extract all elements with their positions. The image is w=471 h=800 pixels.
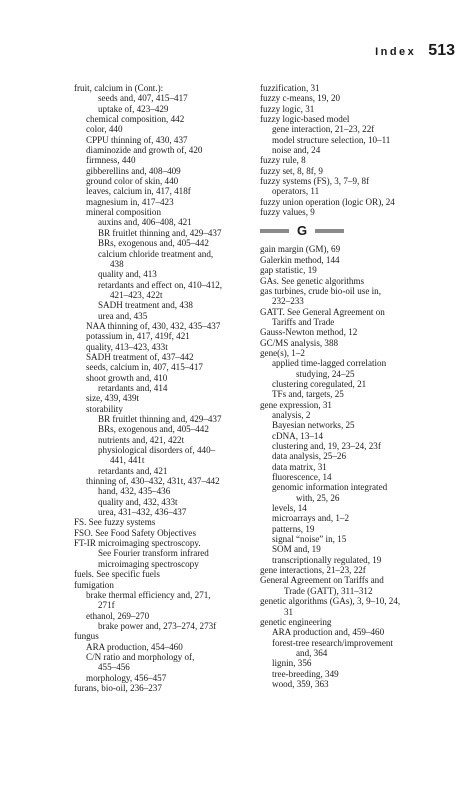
- index-entry: gas turbines, crude bio-oil use in,: [260, 285, 381, 296]
- index-entry: applied time-lagged correlation: [272, 358, 387, 369]
- index-entry: physiological disorders of, 440–: [98, 445, 216, 456]
- index-entry: FSO. See Food Safety Objectives: [74, 527, 196, 538]
- index-entry: quality, 413–423, 433t: [86, 341, 168, 352]
- index-entry: transcriptionally regulated, 19: [272, 554, 382, 565]
- section-heading-g: [260, 223, 460, 239]
- index-entry: gene expression, 31: [260, 399, 332, 410]
- index-entry: wood, 359, 363: [272, 678, 329, 689]
- index-entry: fuzzy systems (FS), 3, 7–9, 8f: [260, 176, 370, 187]
- index-entry: BR fruitlet thinning and, 429–437: [98, 414, 222, 424]
- index-entry: See Fourier transform infrared: [98, 548, 209, 559]
- index-entries-f-continued: [260, 83, 460, 217]
- index-entry: urea, 431–432, 436–437: [98, 507, 187, 518]
- index-entry: General Agreement on Tariffs and: [260, 575, 384, 586]
- index-column-right: [260, 83, 460, 689]
- index-entry: morphology, 456–457: [86, 672, 167, 683]
- index-entry: SADH treatment of, 437–442: [86, 351, 194, 362]
- index-entry: FS. See fuzzy systems: [74, 517, 156, 528]
- index-entry: signal “noise” in, 15: [272, 534, 347, 545]
- index-entry: BR fruitlet thinning and, 429–437: [98, 227, 222, 238]
- index-entry: fuels. See specific fuels: [74, 569, 160, 580]
- index-entry: fuzzy union operation (logic OR), 24: [260, 196, 395, 207]
- index-entry: Bayesian networks, 25: [272, 420, 355, 431]
- section-letter: G: [297, 223, 308, 239]
- index-entry: fuzzy set, 8, 8f, 9: [260, 165, 323, 176]
- index-entry: fungus: [74, 631, 99, 642]
- index-entry: uptake of, 423–429: [98, 103, 169, 114]
- running-header-label: Index: [375, 46, 417, 58]
- index-entry: C/N ratio and morphology of,: [86, 651, 195, 662]
- index-entry: NAA thinning of, 430, 432, 435–437: [86, 320, 221, 331]
- index-entry: 421–423, 422t: [110, 289, 163, 300]
- index-entry: fuzzy c-means, 19, 20: [260, 93, 341, 104]
- index-entry: fuzzy logic-based model: [260, 114, 350, 125]
- index-entry: data matrix, 31: [272, 461, 327, 472]
- index-entry: ground color of skin, 440: [86, 176, 179, 187]
- index-entry: potassium in, 417, 419f, 421: [86, 331, 190, 342]
- index-entry: SADH treatment and, 438: [98, 300, 193, 311]
- section-rule-left: [260, 229, 289, 233]
- index-entry: patterns, 19: [272, 523, 315, 534]
- index-entry: and, 364: [296, 647, 328, 658]
- index-entry: ARA production, 454–460: [86, 641, 183, 652]
- index-entry: levels, 14: [272, 503, 307, 514]
- index-entry: color, 440: [86, 124, 123, 135]
- index-entry: seeds, calcium in, 407, 415–417: [86, 362, 203, 373]
- index-entry: data analysis, 25–26: [272, 451, 346, 462]
- index-entry: genomic information integrated: [272, 482, 388, 493]
- index-entry: model structure selection, 10–11: [272, 134, 391, 145]
- index-entry: fluorescence, 14: [272, 472, 332, 483]
- index-entry: storability: [86, 403, 123, 414]
- index-entry: fuzzy values, 9: [260, 207, 315, 218]
- index-entry: Trade (GATT), 311–312: [284, 585, 373, 596]
- index-entry: retardants and, 414: [98, 382, 168, 393]
- index-entry: GC/MS analysis, 388: [260, 337, 339, 348]
- index-entry: gibberellins and, 408–409: [86, 165, 181, 176]
- index-entry: forest-tree research/improvement: [272, 637, 393, 648]
- index-entry: 232–233: [272, 296, 304, 307]
- index-entry: with, 25, 26: [296, 492, 340, 503]
- index-entry: nutrients and, 421, 422t: [98, 434, 185, 445]
- index-entry: 271f: [98, 600, 115, 611]
- index-entry: urea and, 435: [98, 310, 148, 321]
- index-entry: studying, 24–25: [296, 368, 355, 379]
- index-entry: CPPU thinning of, 430, 437: [86, 134, 188, 145]
- index-entry: GATT. See General Agreement on: [260, 306, 385, 317]
- index-column-left: [74, 83, 246, 693]
- index-entry: 438: [110, 258, 124, 269]
- index-entry: hand, 432, 435–436: [98, 486, 171, 497]
- index-entry: genetic algorithms (GAs), 3, 9–10, 24,: [260, 596, 401, 607]
- index-entry: diaminozide and growth of, 420: [86, 145, 203, 156]
- index-entry: BRs, exogenous and, 405–442: [98, 424, 209, 435]
- index-entry: brake thermal efficiency and, 271,: [86, 589, 211, 600]
- index-entry: Galerkin method, 144: [260, 254, 340, 265]
- index-entry: fumigation: [74, 579, 114, 590]
- index-entry: fuzzy logic, 31: [260, 103, 315, 114]
- section-rule-right: [315, 229, 344, 233]
- index-entry: furans, bio-oil, 236–237: [74, 682, 162, 693]
- index-entries-g: [260, 244, 460, 689]
- index-entry: calcium chloride treatment and,: [98, 248, 214, 259]
- index-entry: gap statistic, 19: [260, 265, 317, 276]
- index-entry: ethanol, 269–270: [86, 610, 150, 621]
- index-entry: firmness, 440: [86, 155, 136, 166]
- running-header: [375, 42, 455, 60]
- index-entry: retardants and effect on, 410–412,: [98, 279, 223, 290]
- index-entry: auxins and, 406–408, 421: [98, 217, 192, 228]
- index-entry: 31: [284, 606, 294, 617]
- index-entry: fruit, calcium in (Cont.):: [74, 83, 164, 93]
- index-entry: SOM and, 19: [272, 544, 321, 555]
- index-entry: TFs and, targets, 25: [272, 389, 344, 400]
- index-entry: ARA production and, 459–460: [272, 627, 385, 638]
- index-entry: quality and, 432, 433t: [98, 496, 178, 507]
- index-entry: GAs. See genetic algorithms: [260, 275, 365, 286]
- index-entry: mineral composition: [86, 207, 162, 218]
- index-entry: analysis, 2: [272, 409, 311, 420]
- index-entry: genetic engineering: [260, 616, 332, 627]
- index-entry: clustering coregulated, 21: [272, 378, 367, 389]
- index-entry: noise and, 24: [272, 145, 321, 156]
- index-entry: thinning of, 430–432, 431t, 437–442: [86, 476, 220, 487]
- index-entry: 455–456: [98, 662, 130, 673]
- index-entry: FT-IR microimaging spectroscopy.: [74, 538, 201, 549]
- index-entry: gain margin (GM), 69: [260, 244, 341, 255]
- index-entry: clustering and, 19, 23–24, 23f: [272, 441, 381, 451]
- index-entry: Tariffs and Trade: [272, 316, 335, 327]
- index-entry: cDNA, 13–14: [272, 430, 324, 441]
- index-entry: magnesium in, 417–423: [86, 196, 174, 207]
- index-entry: shoot growth and, 410: [86, 372, 168, 383]
- index-entry: microarrays and, 1–2: [272, 513, 350, 524]
- index-entry: quality and, 413: [98, 269, 157, 280]
- index-entry: gene interaction, 21–23, 22f: [272, 124, 375, 135]
- index-entry: operators, 11: [272, 186, 320, 197]
- index-entry: 441, 441t: [110, 455, 145, 466]
- index-entry: size, 439, 439t: [86, 393, 140, 404]
- index-entry: BRs, exogenous and, 405–442: [98, 238, 209, 249]
- index-entry: gene interactions, 21–23, 22f: [260, 565, 366, 576]
- index-entry: microimaging spectroscopy: [98, 558, 199, 569]
- index-entry: tree-breeding, 349: [272, 668, 339, 679]
- page-number: 513: [428, 42, 455, 59]
- index-entry: Gauss-Newton method, 12: [260, 327, 358, 338]
- index-entry: seeds and, 407, 415–417: [98, 93, 188, 104]
- index-entry: lignin, 356: [272, 658, 312, 669]
- index-entry: fuzzy rule, 8: [260, 155, 306, 166]
- index-entry: chemical composition, 442: [86, 114, 185, 125]
- index-entry: retardants and, 421: [98, 465, 168, 476]
- index-entry: fuzzification, 31: [260, 83, 320, 93]
- index-entry: gene(s), 1–2: [260, 347, 305, 358]
- index-entry: leaves, calcium in, 417, 418f: [86, 186, 191, 197]
- index-entry: brake power and, 273–274, 273f: [98, 620, 217, 631]
